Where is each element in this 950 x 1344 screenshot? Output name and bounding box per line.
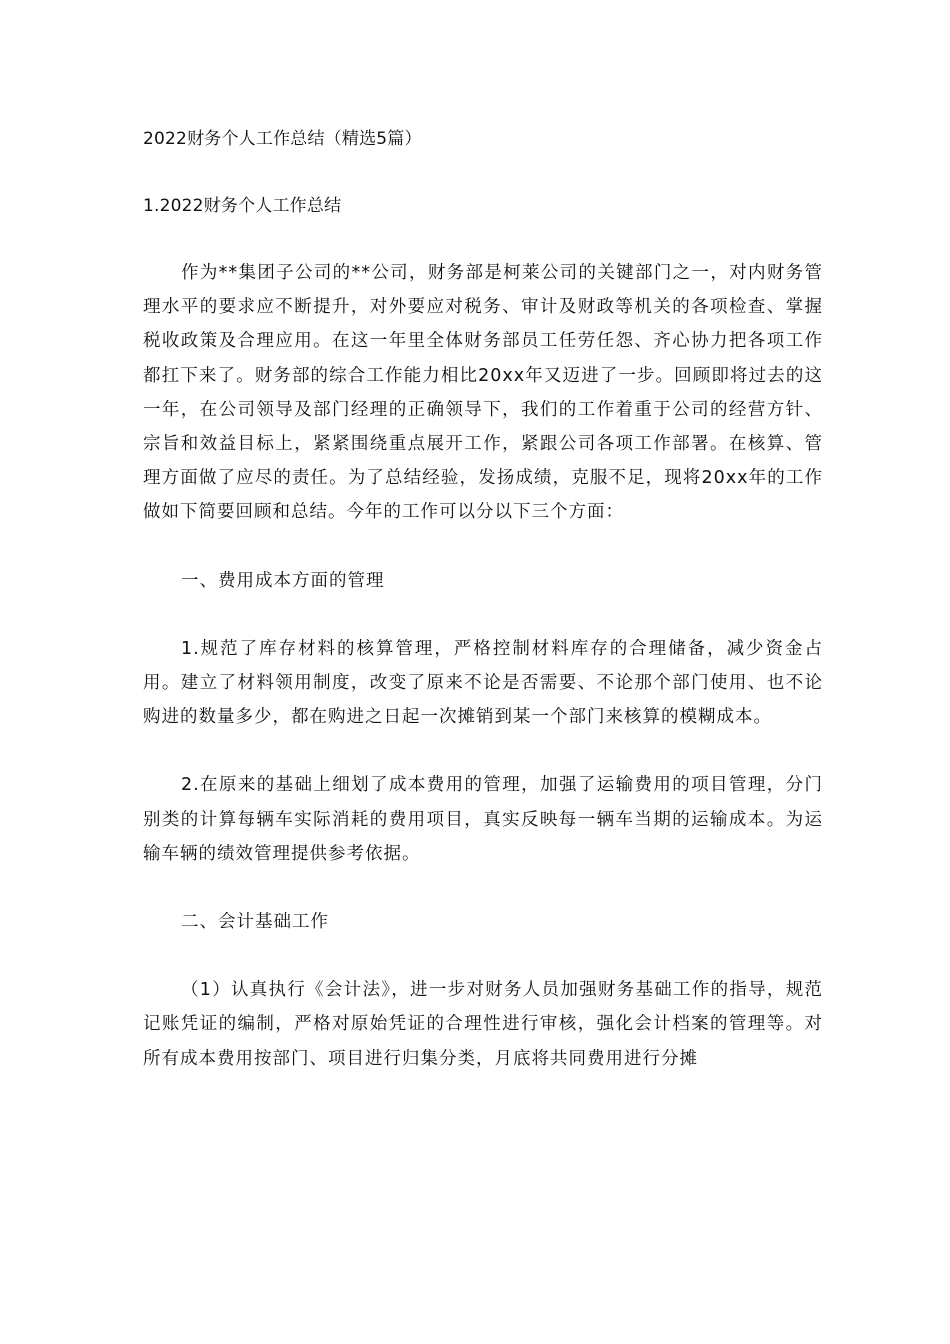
document-title: 2022财务个人工作总结（精选5篇）	[143, 129, 422, 149]
section-heading-accounting-basics: 二、会计基础工作	[181, 912, 329, 933]
section-title: 1.2022财务个人工作总结	[143, 196, 342, 216]
paragraph-item-1: 1.规范了库存材料的核算管理，严格控制材料库存的合理储备，减少资金占用。建立了材料领用制度，改变了原来不论是否需要、不论那个部门使用、也不论购进的数量多少，都在购进之日起一次摊销到某一个部门来核算的模糊成本。	[143, 638, 823, 728]
intro-paragraph: 作为**集团子公司的**公司，财务部是柯莱公司的关键部门之一，对内财务管理水平的要求应不断提升，对外要应对税务、审计及财政等机关的各项检查、掌握税收政策及合理应用。在这一年里全体财务部员工任劳任怨、齐心协力把各项工作都扛下来了。财务部的综合工作能力相比20xx年又迈进了一步。回顾即将过去的这一年，在公司领导及部门经理的正确领导下，我们的工作着重于公司的经营方针、宗旨和效益目标上，紧紧围绕重点展开工作，紧跟公司各项工作部署。在核算、管理方面做了应尽的责任。为了总结经验，发扬成绩，克服不足，现将20xx年的工作做如下简要回顾和总结。今年的工作可以分以下三个方面：	[143, 263, 823, 523]
paragraph-item-3: （1）认真执行《会计法》，进一步对财务人员加强财务基础工作的指导，规范记账凭证的编制，严格对原始凭证的合理性进行审核，强化会计档案的管理等。对所有成本费用按部门、项目进行归集分类，月底将共同费用进行分摊	[143, 980, 823, 1069]
section-heading-cost-management: 一、费用成本方面的管理	[181, 570, 385, 591]
document-body	[143, 122, 823, 1076]
paragraph-item-2: 2.在原来的基础上细划了成本费用的管理，加强了运输费用的项目管理，分门别类的计算每辆车实际消耗的费用项目，真实反映每一辆车当期的运输成本。为运输车辆的绩效管理提供参考依据。	[143, 775, 823, 864]
